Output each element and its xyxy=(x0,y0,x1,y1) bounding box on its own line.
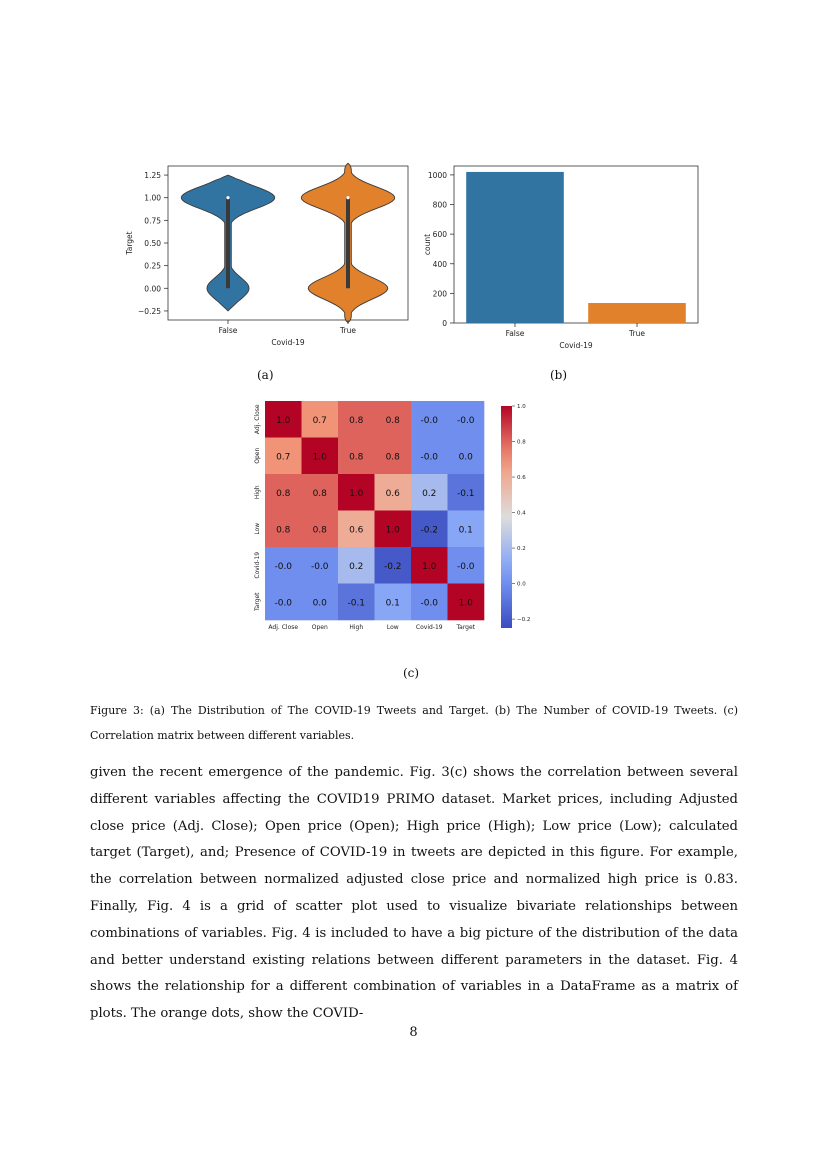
heatmap-cell-value: -0.0 xyxy=(310,561,329,572)
bar-true xyxy=(588,303,686,323)
violin-median-true xyxy=(346,196,349,199)
heatmap-row-label: Target xyxy=(254,592,261,612)
y-tick-label: 0.25 xyxy=(144,261,161,271)
bar-false xyxy=(466,172,564,323)
y-tick-label: −0.25 xyxy=(138,306,161,316)
heatmap-cell-value: 0.2 xyxy=(422,488,437,499)
heatmap-cell-value: 0.0 xyxy=(312,598,327,609)
heatmap-cell-value: -0.0 xyxy=(420,598,439,609)
heatmap-cell-value: 0.2 xyxy=(349,561,364,572)
x-tick-label: True xyxy=(340,326,356,335)
heatmap-row-label: High xyxy=(254,485,261,500)
x-axis-label: Covid-19 xyxy=(271,338,305,347)
body-paragraph: given the recent emergence of the pandemic. Fig. 3(c) shows the correlation between several different variables affecting the COVID19 PRIMO dataset. Market prices, including Adjusted close price (Adj. Close); Open price (Open); High price (High); Low price (Low); calculated target (Target), and; Presence of COVID-19 in tweets are depicted in this figure. For example, the correlation between normalized adjusted close price and normalized high price is 0.83. Finally, Fig. 4 is a grid of scatter plot used to visualize bivariate relationships between combinations of variables. Fig. 4 is included to have a big picture of the distribution of the data and better understand existing relations between different parameters in the dataset. Fig. 4 shows the relationship for a different combination of variables in a DataFrame as a matrix of plots. The orange dots, show the COVID- xyxy=(90,765,738,1022)
colorbar-tick-label: 1.0 xyxy=(517,404,526,410)
heatmap-cell-value: 1.0 xyxy=(349,488,364,499)
y-tick-label: 0.00 xyxy=(144,284,161,294)
colorbar-tick-label: 0.2 xyxy=(517,546,526,553)
heatmap-cell-value: -0.0 xyxy=(456,561,475,572)
heatmap-cell-value: 1.0 xyxy=(422,561,437,572)
x-tick-label: False xyxy=(218,326,238,335)
heatmap-cell-value: -0.1 xyxy=(456,488,475,499)
page-number: 8 xyxy=(409,1025,418,1040)
heatmap-cell-value: -0.2 xyxy=(420,525,439,536)
heatmap-cell-value: 0.1 xyxy=(385,598,400,609)
y-tick-label: 0 xyxy=(442,319,447,328)
heatmap-row-label: Low xyxy=(254,522,261,535)
heatmap-cell-value: 0.6 xyxy=(349,525,364,536)
heatmap-cell-value: 0.8 xyxy=(349,415,364,426)
x-tick-label: False xyxy=(505,329,525,338)
heatmap-cell-value: 1.0 xyxy=(458,598,473,609)
y-tick-label: 600 xyxy=(432,230,447,240)
body-text xyxy=(90,760,738,1028)
y-tick-label: 1.25 xyxy=(144,171,161,181)
y-tick-label: 1.00 xyxy=(144,193,161,203)
x-tick-label: True xyxy=(629,329,645,338)
y-tick-label: 1000 xyxy=(427,170,447,180)
heatmap-cell-value: 1.0 xyxy=(276,415,291,426)
y-axis-label: Target xyxy=(125,231,134,255)
bar-chart xyxy=(420,160,710,350)
heatmap-cell-value: -0.2 xyxy=(383,561,402,572)
heatmap-cell-value: 0.8 xyxy=(276,525,291,536)
heatmap-cell-value: 0.8 xyxy=(385,415,400,426)
heatmap-col-label: Adj. Close xyxy=(268,624,299,631)
y-tick-label: 400 xyxy=(432,259,447,269)
y-tick-label: 0.75 xyxy=(144,216,161,226)
y-axis-label: count xyxy=(423,233,432,256)
heatmap-cell-value: 0.8 xyxy=(276,488,291,499)
subfigure-label-a: (a) xyxy=(257,368,274,382)
heatmap-col-label: Low xyxy=(386,624,399,631)
heatmap-row-label: Open xyxy=(254,447,261,464)
x-axis-label: Covid-19 xyxy=(559,341,593,350)
heatmap-row-label: Covid-19 xyxy=(254,551,261,579)
heatmap-cell-value: 0.8 xyxy=(312,488,327,499)
violin-chart xyxy=(120,160,420,350)
heatmap-cell-value: 0.8 xyxy=(349,452,364,463)
heatmap-col-label: High xyxy=(349,624,364,631)
heatmap-cell-value: 0.8 xyxy=(385,452,400,463)
heatmap-cell-value: -0.0 xyxy=(274,561,293,572)
subfigure-label-b: (b) xyxy=(550,368,568,382)
heatmap-row-label: Adj. Close xyxy=(254,404,261,435)
subfigure-label-c: (c) xyxy=(403,666,420,680)
heatmap-cell-value: -0.0 xyxy=(420,415,439,426)
correlation-heatmap xyxy=(245,395,580,645)
heatmap-col-label: Open xyxy=(311,624,328,631)
heatmap-cell-value: -0.1 xyxy=(347,598,366,609)
colorbar xyxy=(501,406,512,628)
colorbar-tick-label: 0.8 xyxy=(517,439,526,446)
heatmap-cell-value: -0.0 xyxy=(274,598,293,609)
heatmap-cell-value: 0.7 xyxy=(276,452,291,463)
heatmap-cell-value: -0.0 xyxy=(420,452,439,463)
y-tick-label: 800 xyxy=(432,200,447,210)
heatmap-cell-value: 1.0 xyxy=(385,525,400,536)
heatmap-cell-value: 0.7 xyxy=(312,415,327,426)
heatmap-cell-value: 0.8 xyxy=(312,525,327,536)
heatmap-cell-value: -0.0 xyxy=(456,415,475,426)
colorbar-tick-label: −0.2 xyxy=(517,617,531,624)
colorbar-tick-label: 0.4 xyxy=(517,510,526,517)
heatmap-cell-value: 0.1 xyxy=(458,525,473,536)
colorbar-tick-label: 0.0 xyxy=(517,581,526,588)
y-tick-label: 200 xyxy=(432,289,447,299)
violin-median-false xyxy=(226,196,229,199)
heatmap-cell-value: 0.0 xyxy=(458,452,473,463)
heatmap-cell-value: 1.0 xyxy=(312,452,327,463)
heatmap-col-label: Covid-19 xyxy=(415,624,443,631)
heatmap-col-label: Target xyxy=(456,624,476,631)
colorbar-tick-label: 0.6 xyxy=(517,475,526,482)
figure-caption: Figure 3: (a) The Distribution of The COVID-19 Tweets and Target. (b) The Number of COVID-19 Tweets. (c) Correlation matrix between different variables. xyxy=(90,704,738,742)
heatmap-cell-value: 0.6 xyxy=(385,488,400,499)
y-tick-label: 0.50 xyxy=(144,239,161,248)
